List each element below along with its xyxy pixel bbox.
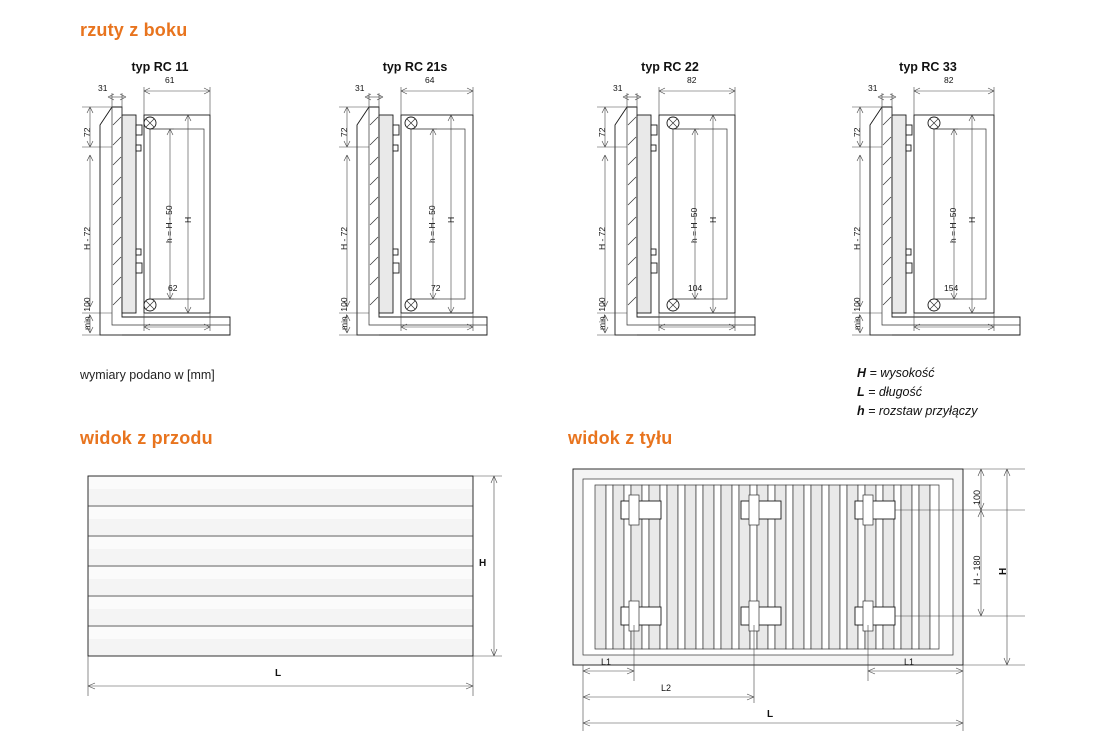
dim-rc21s-offset: 31 [355, 83, 365, 93]
dim-rc33-bottom-clearance: min. 100 [852, 297, 862, 330]
dim-rc22-side-height: H - 72 [597, 226, 607, 250]
drawing-rc21s [327, 75, 557, 340]
dim-rc22-bottom-width: 104 [688, 283, 703, 293]
dim-rc21s-bottom-clearance: min. 100 [339, 297, 349, 330]
front-view-title: widok z przodu [80, 428, 213, 448]
front-view-height-label: H [479, 558, 487, 569]
rear-view-l-label: L [767, 709, 774, 720]
legend-symbol-l: L [857, 385, 865, 399]
type-title-rc22: typ RC 22 [641, 60, 699, 74]
front-view-length-label: L [275, 668, 282, 679]
legend-item-h [857, 366, 978, 380]
dim-rc11-offset: 31 [98, 83, 108, 93]
dim-rc11-top-height: 72 [82, 127, 92, 137]
front-view-svg [70, 458, 520, 718]
drawing-rear-view [555, 455, 1055, 740]
dim-rc11-bottom-clearance: min. 100 [82, 297, 92, 330]
dim-rc33-bottom-width: 154 [944, 283, 959, 293]
type-title-rc33: typ RC 33 [899, 60, 957, 74]
drawing-rc22 [585, 75, 825, 340]
legend-symbol-h-small: h [857, 404, 865, 418]
dim-rc33-side-height: H - 72 [852, 226, 862, 250]
dim-rc22-top-width: 82 [687, 75, 697, 85]
dim-rc33-inner-height: h = H -50 [948, 207, 958, 243]
rear-view-l1-right-label: L1 [904, 657, 915, 667]
rear-view-top-label: 100 [972, 489, 982, 505]
dim-rc33-top-width: 82 [944, 75, 954, 85]
rear-view-l1-left-label: L1 [601, 657, 612, 667]
dim-rc22-total-height: H [708, 216, 718, 223]
dim-rc22-top-height: 72 [597, 127, 607, 137]
legend-symbol-h: H [857, 366, 867, 380]
dim-rc11-bottom-width: 62 [168, 283, 178, 293]
rear-view-title: widok z tyłu [568, 428, 673, 448]
rear-view-mid-label: H - 180 [972, 555, 982, 585]
dim-rc33-total-height: H [967, 216, 977, 223]
drawing-rc22-svg [585, 85, 825, 340]
type-title-rc11: typ RC 11 [131, 60, 189, 74]
dim-rc21s-top-width: 64 [425, 75, 435, 85]
dim-rc33-top-height: 72 [852, 127, 862, 137]
dim-rc11-total-height: H [183, 216, 193, 223]
legend-text-l: = długość [868, 385, 922, 399]
drawing-rc11 [70, 75, 300, 340]
dim-rc21s-inner-height: h = H - 50 [427, 205, 437, 243]
drawing-rc33-svg [840, 85, 1080, 340]
dim-rc22-offset: 31 [613, 83, 623, 93]
dim-rc11-top-width: 61 [165, 75, 175, 85]
units-note: wymiary podano w [mm] [80, 368, 215, 382]
dim-rc21s-side-height: H - 72 [339, 226, 349, 250]
dim-rc21s-total-height: H [446, 216, 456, 223]
drawing-rc33 [840, 75, 1080, 340]
rear-view-l2-label: L2 [661, 683, 672, 693]
legend-item-l [857, 385, 978, 399]
side-views-title: rzuty z boku [80, 20, 188, 40]
rear-view-height-label: H [998, 567, 1009, 575]
drawing-rc21s-svg [327, 85, 557, 340]
type-title-rc21s: typ RC 21s [382, 60, 448, 74]
legend-item-h-small [857, 404, 978, 418]
dim-rc11-side-height: H - 72 [82, 226, 92, 250]
drawing-front-view [70, 458, 520, 718]
legend [857, 366, 978, 418]
dim-rc22-bottom-clearance: min. 100 [597, 297, 607, 330]
drawing-rc11-svg [70, 85, 300, 340]
legend-text-h: = wysokość [869, 366, 935, 380]
legend-text-h-small: = rozstaw przyłączy [868, 404, 978, 418]
dim-rc21s-bottom-width: 72 [431, 283, 441, 293]
dim-rc33-offset: 31 [868, 83, 878, 93]
dim-rc21s-top-height: 72 [339, 127, 349, 137]
dim-rc22-inner-height: h = H -50 [689, 207, 699, 243]
dim-rc11-inner-height: h = H - 50 [164, 205, 174, 243]
